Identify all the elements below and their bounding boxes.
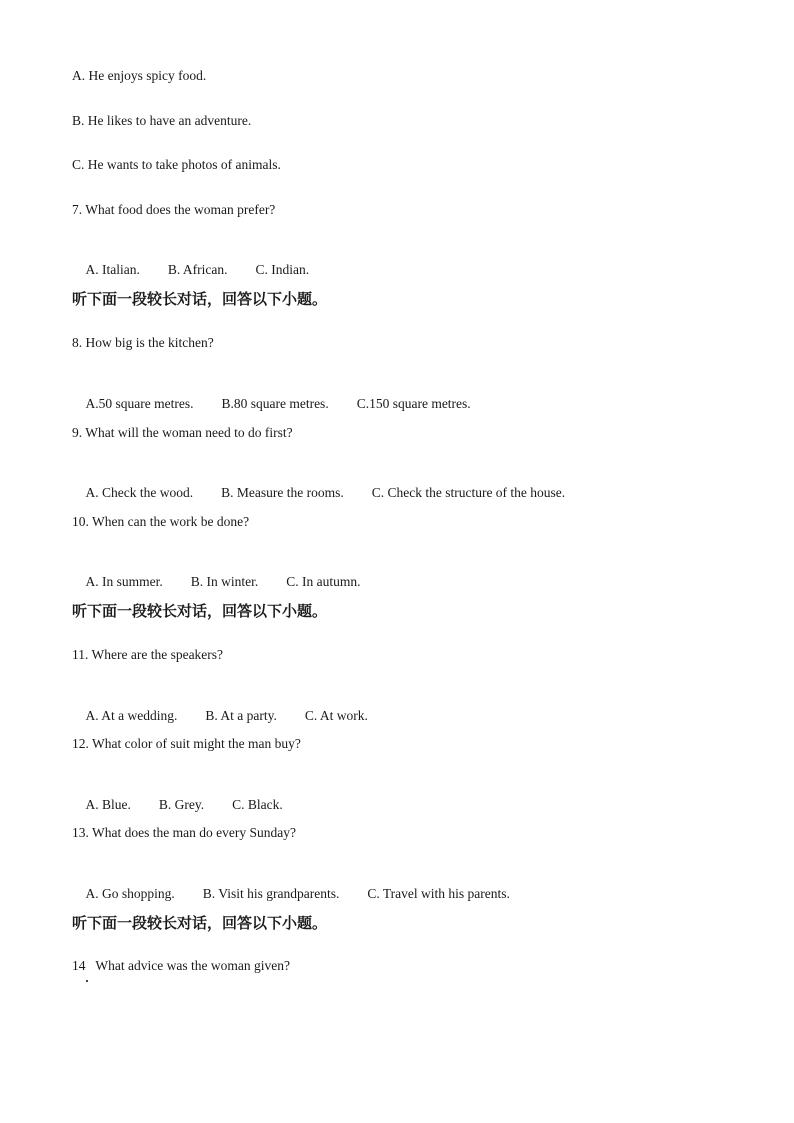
q13-option-c: C. Travel with his parents.	[367, 886, 510, 901]
question-11: 11. Where are the speakers?	[72, 647, 224, 662]
question-14: 14 What advice was the woman given?	[72, 958, 290, 973]
q9-option-c: C. Check the structure of the house.	[371, 485, 566, 500]
q11-option-b: B. At a party.	[205, 708, 277, 723]
q9-option-b: B. Measure the rooms.	[221, 485, 344, 500]
q7-options	[72, 246, 309, 294]
question-13: 13. What does the man do every Sunday?	[72, 825, 296, 840]
q10-option-b: B. In winter.	[190, 574, 259, 589]
q11-option-a: A. At a wedding.	[85, 708, 178, 723]
q13-options	[72, 870, 510, 918]
question-10: 10. When can the work be done?	[72, 514, 250, 529]
q10-option-a: A. In summer.	[85, 574, 163, 589]
q12-option-a: A. Blue.	[85, 797, 131, 812]
question-8: 8. How big is the kitchen?	[72, 335, 214, 350]
q13-option-b: B. Visit his grandparents.	[202, 886, 340, 901]
q12-options	[72, 781, 283, 829]
q10-option-c: C. In autumn.	[286, 574, 361, 589]
stray-dot	[86, 980, 88, 982]
q7-option-b: B. African.	[167, 262, 228, 277]
section-heading: 听下面一段较长对话，回答以下小题。	[72, 290, 328, 308]
q9-options	[72, 469, 565, 517]
q6-option-a: A. He enjoys spicy food.	[72, 68, 207, 83]
q8-option-a: A.50 square metres.	[85, 396, 194, 411]
q13-option-a: A. Go shopping.	[85, 886, 175, 901]
question-9: 9. What will the woman need to do first?	[72, 425, 293, 440]
q11-options	[72, 692, 368, 740]
q12-option-c: C. Black.	[232, 797, 283, 812]
q6-option-b: B. He likes to have an adventure.	[72, 113, 252, 128]
q11-option-c: C. At work.	[304, 708, 368, 723]
q8-options	[72, 380, 471, 428]
q12-option-b: B. Grey.	[158, 797, 205, 812]
section-heading: 听下面一段较长对话，回答以下小题。	[72, 914, 328, 932]
question-12: 12. What color of suit might the man buy?	[72, 736, 301, 751]
section-heading: 听下面一段较长对话，回答以下小题。	[72, 602, 328, 620]
q8-option-c: C.150 square metres.	[356, 396, 471, 411]
q8-option-b: B.80 square metres.	[221, 396, 329, 411]
q6-option-c: C. He wants to take photos of animals.	[72, 157, 281, 172]
q7-option-a: A. Italian.	[85, 262, 140, 277]
q9-option-a: A. Check the wood.	[85, 485, 194, 500]
question-7: 7. What food does the woman prefer?	[72, 202, 276, 217]
q7-option-c: C. Indian.	[255, 262, 310, 277]
q10-options	[72, 558, 361, 606]
